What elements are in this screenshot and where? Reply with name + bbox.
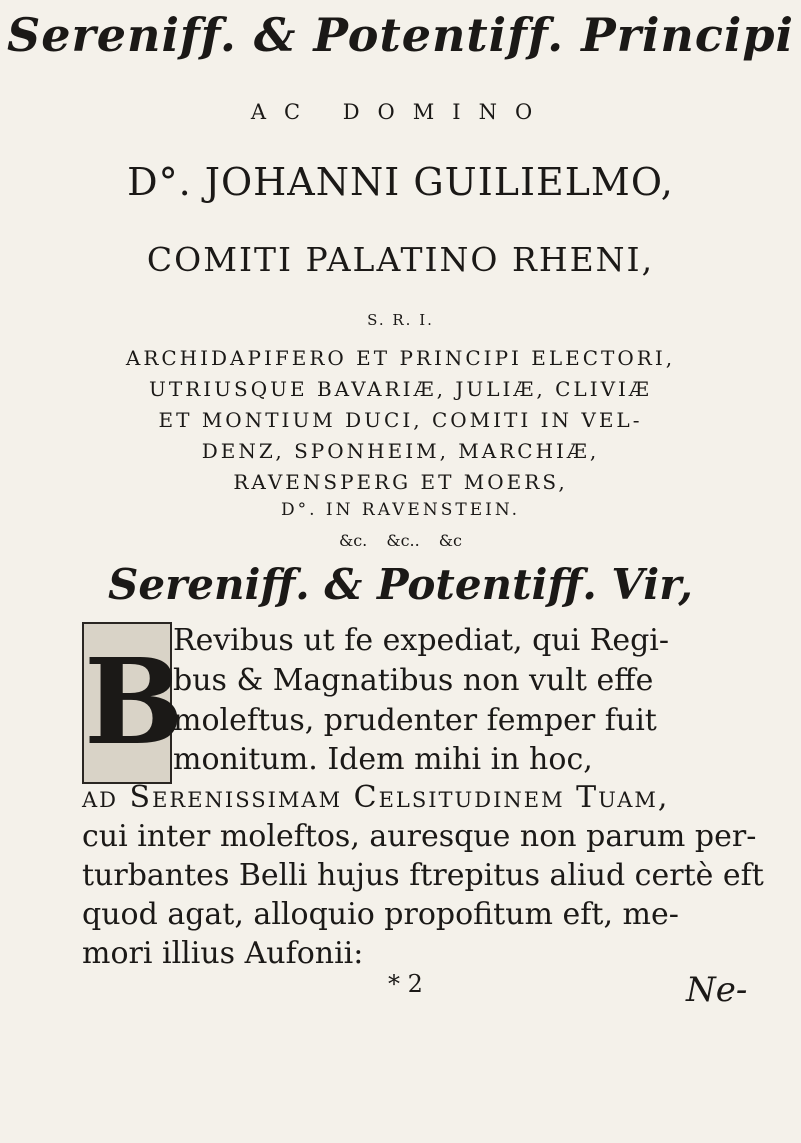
- dedicatee-line-6: ARCHIDAPIFERO ET PRINCIPI ELECTORI,: [125, 346, 676, 370]
- dedication-title: Sereniff. & Potentiff. Principi: [7, 8, 794, 62]
- dedicatee-title: COMITI PALATINO RHENI,: [146, 240, 655, 279]
- salutation: Sereniff. & Potentiff. Vir,: [108, 560, 693, 609]
- body-line-6: cui inter moleftos, auresque non parum per-: [82, 819, 757, 854]
- body-line-2: bus & Magnatibus non vult effe: [173, 663, 654, 698]
- dedicatee-line-7: UTRIUSQUE BAVARIÆ, JULIÆ, CLIVIÆ: [149, 377, 652, 401]
- dedicatee-line-11: D°. IN RAVENSTEIN.: [280, 500, 521, 520]
- etc-line: &c. &c.. &c: [338, 531, 463, 550]
- catchword: Ne-: [686, 970, 748, 1010]
- body-line-7: turbantes Belli hujus ftrepitus aliud certè eft: [82, 858, 764, 893]
- dedicatee-line-9: DENZ, SPONHEIM, MARCHIÆ,: [201, 439, 600, 463]
- dedicatee-name: D°. JOHANNI GUILIELMO,: [127, 160, 674, 204]
- body-line-9: mori illius Aufonii:: [82, 936, 364, 971]
- dedicatee-line-8: ET MONTIUM DUCI, COMITI IN VEL-: [158, 408, 643, 432]
- dedication-subtitle: AC DOMINO: [250, 100, 551, 124]
- body-line-8: quod agat, alloquio propofitum eft, me-: [82, 897, 679, 932]
- decorative-initial: [82, 622, 184, 784]
- body-line-3: moleftus, prudenter femper fuit: [173, 703, 657, 738]
- body-line-4: monitum. Idem mihi in hoc,: [173, 742, 593, 777]
- dedicatee-sri: S. R. I.: [367, 311, 434, 329]
- initial-letter: B: [84, 632, 184, 771]
- signature-mark: * 2: [388, 970, 423, 998]
- body-line-1: Revibus ut fe expediat, qui Regi-: [173, 623, 670, 658]
- dedicatee-line-10: RAVENSPERG ET MOERS,: [233, 470, 568, 494]
- body-line-5: ad Serenissimam Celsitudinem Tuam,: [82, 780, 670, 815]
